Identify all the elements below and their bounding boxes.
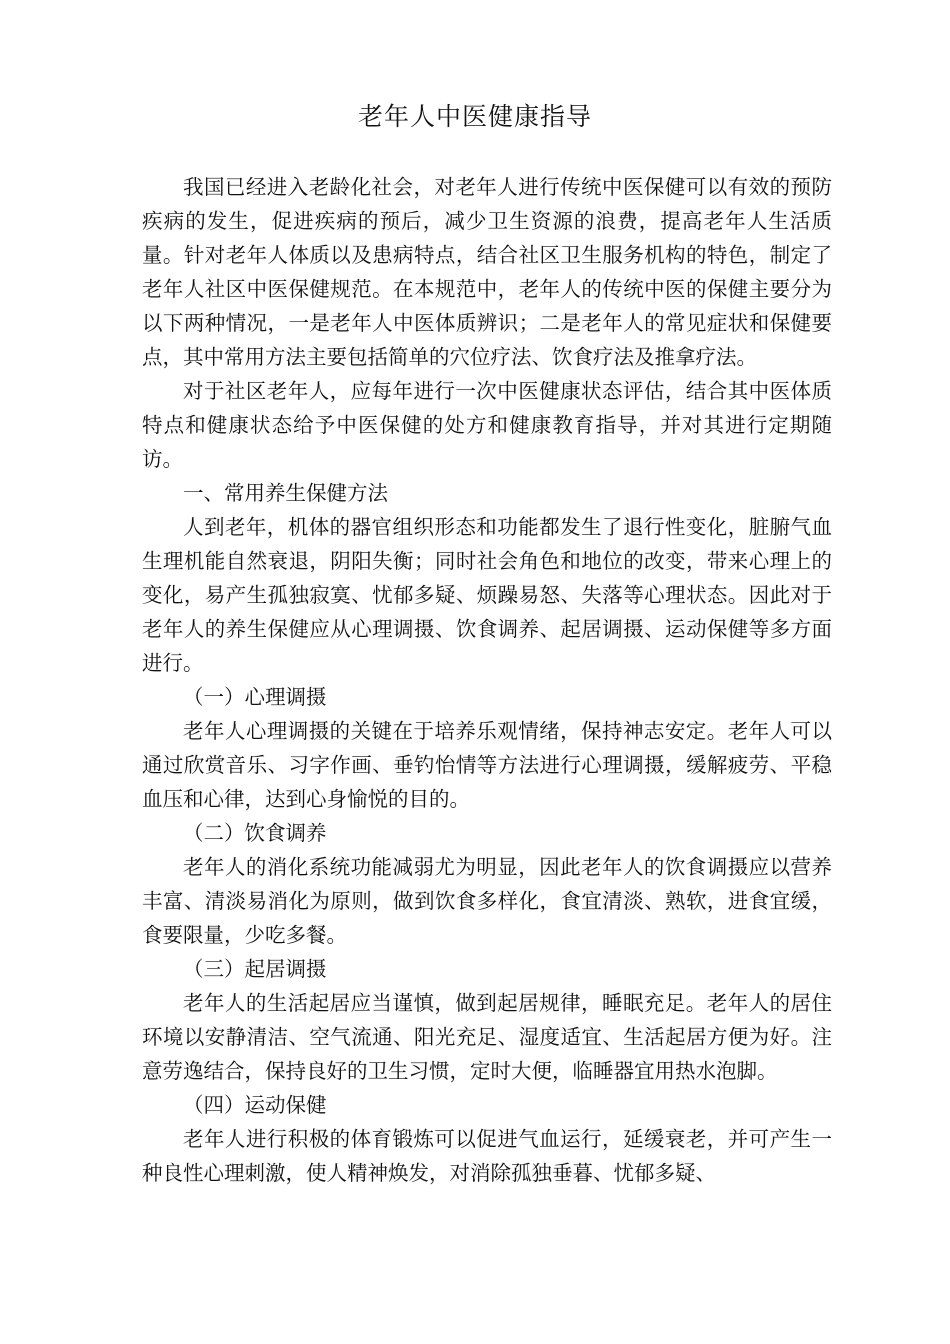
- subheading-psychological-care: （一）心理调摄: [183, 685, 327, 709]
- assessment-paragraph: 对于社区老年人，应每年进行一次中医健康状态评估，结合其中医体质特点和健康状态给予中医保健的处方和健康教育指导，并对其进行定期随访。: [142, 379, 832, 471]
- document-body: [142, 170, 832, 1190]
- subheading-exercise: （四）运动保健: [183, 1093, 327, 1117]
- subheading-daily-living: （三）起居调摄: [183, 957, 327, 981]
- section-heading-common-methods: 一、常用养生保健方法: [183, 481, 388, 505]
- exercise-paragraph: 老年人进行积极的体育锻炼可以促进气血运行，延缓衰老，并可产生一种良性心理刺激，使人精神焕发，对消除孤独垂暮、忧郁多疑、: [142, 1127, 832, 1185]
- diet-care-paragraph: 老年人的消化系统功能减弱尤为明显，因此老年人的饮食调摄应以营养丰富、清淡易消化为原则，做到饮食多样化，食宜清淡、熟软，进食宜缓，食要限量，少吃多餐。: [142, 855, 832, 947]
- aging-changes-paragraph: 人到老年，机体的器官组织形态和功能都发生了退行性变化，脏腑气血生理机能自然衰退，阴阳失衡；同时社会角色和地位的改变，带来心理上的变化，易产生孤独寂寞、忧郁多疑、烦躁易怒、失落等心理状态。因此对于老年人的养生保健应从心理调摄、饮食调养、起居调摄、运动保健等多方面进行。: [142, 515, 832, 675]
- page-title: 老年人中医健康指导: [357, 102, 592, 131]
- psychological-care-paragraph: 老年人心理调摄的关键在于培养乐观情绪，保持神志安定。老年人可以通过欣赏音乐、习字作画、垂钓怡情等方法进行心理调摄，缓解疲劳、平稳血压和心律，达到心身愉悦的目的。: [142, 719, 832, 811]
- subheading-diet-care: （二）饮食调养: [183, 821, 327, 845]
- daily-living-paragraph: 老年人的生活起居应当谨慎，做到起居规律，睡眠充足。老年人的居住环境以安静清洁、空气流通、阳光充足、湿度适宜、生活起居方便为好。注意劳逸结合，保持良好的卫生习惯，定时大便，临睡器宜用热水泡脚。: [142, 991, 832, 1083]
- intro-paragraph: 我国已经进入老龄化社会，对老年人进行传统中医保健可以有效的预防疾病的发生，促进疾病的预后，减少卫生资源的浪费，提高老年人生活质量。针对老年人体质以及患病特点，结合社区卫生服务机构的特色，制定了老年人社区中医保健规范。在本规范中，老年人的传统中医的保健主要分为以下两种情况，一是老年人中医体质辨识；二是老年人的常见症状和保健要点，其中常用方法主要包括简单的穴位疗法、饮食疗法及推拿疗法。: [142, 175, 832, 369]
